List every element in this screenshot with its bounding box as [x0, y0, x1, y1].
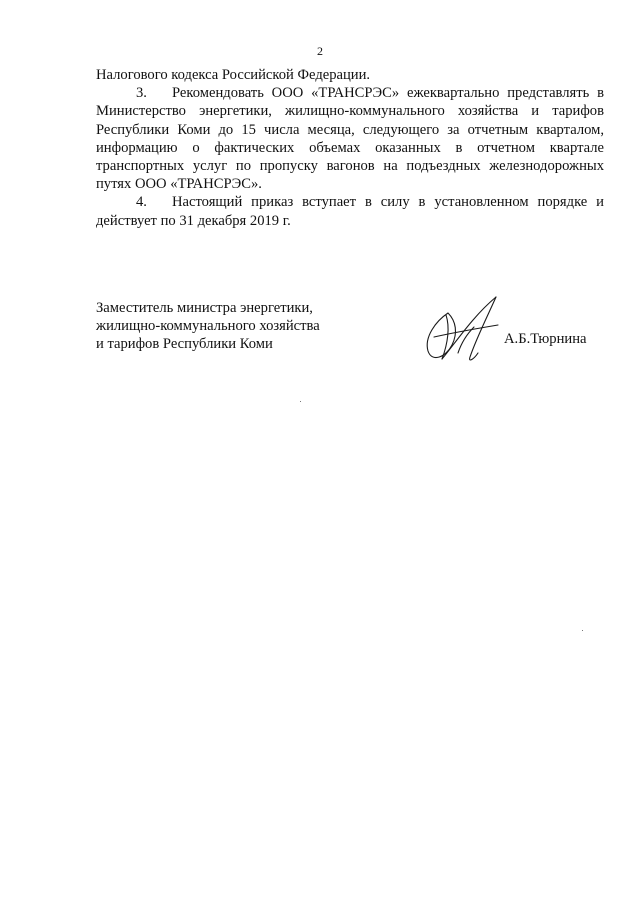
position-line-2: жилищно-коммунального хозяйства — [96, 318, 320, 335]
position-line-3: и тарифов Республики Коми — [96, 336, 273, 353]
paragraph-item-4 — [96, 193, 604, 229]
paragraph-item-3 — [96, 84, 604, 193]
item-4-number: 4. — [136, 194, 147, 211]
scan-speck — [300, 401, 301, 402]
signer-name: А.Б.Тюрнина — [504, 331, 587, 347]
position-line-1: Заместитель министра энергетики, — [96, 300, 313, 316]
document-body — [96, 66, 604, 230]
item-4-text: Настоящий приказ вступает в силу в установленном порядке и действует по 31 декабря 2019 г. — [96, 194, 604, 229]
page-number: 2 — [317, 44, 323, 58]
signatory-position — [96, 299, 320, 354]
handwritten-signature — [418, 293, 502, 367]
paragraph-continuation: Налогового кодекса Российской Федерации. — [96, 67, 371, 83]
scan-speck — [582, 630, 583, 631]
item-3-text: Рекомендовать ООО «ТРАНСРЭС» ежеквартально представлять в Министерство энергетики, жилищно-коммунального хозяйства и тарифов Республики Коми до 15 числа месяца, следующего за отчетным кварталом, информацию о фактических объемах оказанных в отчетном квартале транспортных услуг по пропуску вагонов на подъездных железнодорожных путях ООО «ТРАНСРЭС». — [96, 85, 604, 193]
item-3-number: 3. — [136, 85, 147, 102]
